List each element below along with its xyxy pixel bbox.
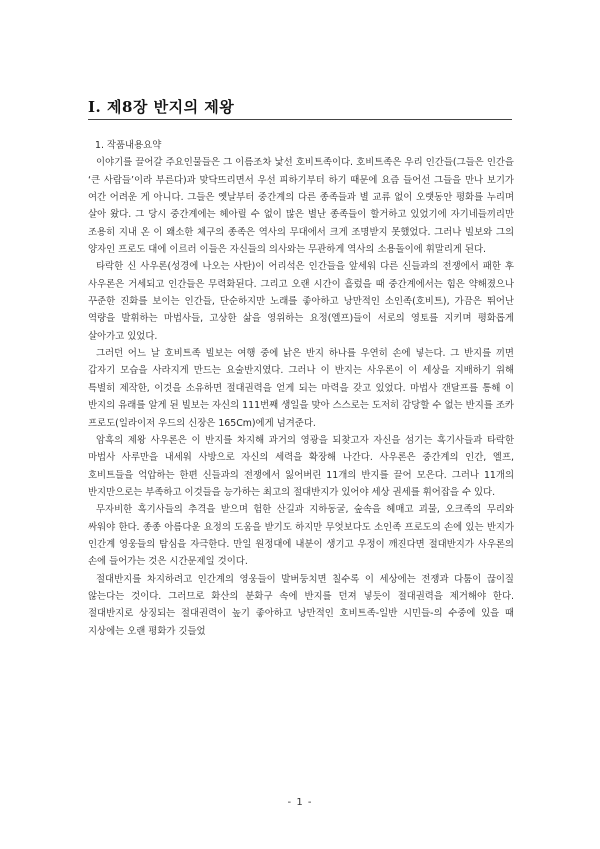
- paragraph: 암흑의 제왕 사우론은 이 반지를 차지해 과거의 영광을 되찾고자 자신을 섬기는 흑기사들과 타락한 마법사 사루만을 내세워 사방으로 자신의 세력을 확장해 나간다. 사우론은 중간계의 인간, 엘프, 호비트들을 억압하는 한편 신들과의 전쟁에서 잃어버린 11개의 반지를 끌어 모은다. 그러나 11개의 반지만으로는 부족하고 이것들을 능가하는 최고의 절대반지가 있어야 세상 권세를 휘어잡을 수 있다.: [88, 434, 514, 498]
- paragraph: 이야기를 끌어갈 주요인물들은 그 이름조차 낯선 호비트족이다. 호비트족은 우리 인간들(그들은 인간을 ‘큰 사람들’이라 부른다)과 맞닥뜨리면서 우선 피하기부터 하기 때문에 요즘 들어선 그들을 만나 보기가 여간 어려운 게 아니다. 그들은 옛날부터 중간계의 다른 종족들과 별 교류 없이 오랫동안 평화를 누리며 살아 왔다. 그 당시 중간계에는 헤아릴 수 없이 많은 별난 종족들이 할거하고 있었기에 자기네들끼리만 조용히 지내 온 이 왜소한 체구의 종족은 역사의 무대에서 크게 조명받지 못했었다. 그러나 빌보와 그의 양자인 프로도 대에 이르러 이들은 자신들의 의사와는 무관하게 역사의 소용돌이에 휘말리게 된다.: [88, 157, 514, 256]
- paragraph: 무자비한 흑기사들의 추격을 받으며 험한 산길과 지하동굴, 숲속을 헤매고 괴물, 오크족의 무리와 싸워야 한다. 종종 아름다운 요정의 도움을 받기도 하지만 무엇보다도 소인족 프로도의 손에 있는 반지가 인간계 영웅들의 탐심을 자극한다. 만일 원정대에 내분이 생기고 우정이 깨진다면 절대반지가 사우론의 손에 들어가는 것은 시간문제일 것이다.: [88, 504, 514, 568]
- paragraph: 절대반지를 차지하려고 인간계의 영웅들이 발버둥치면 칠수록 이 세상에는 전쟁과 다툼이 끊이질 않는다는 것이다. 그러므로 화산의 분화구 속에 반지를 던져 넣듯이 절대권력을 제거해야 한다. 절대반지로 상징되는 절대권력이 높기 좋아하고 낭만적인 호비트족-일반 시민들-의 수중에 있을 때 지상에는 오랜 평화가 깃들었: [88, 573, 514, 637]
- chapter-heading: Ⅰ. 제8장 반지의 제왕: [88, 98, 235, 116]
- paragraph: 타락한 신 사우론(성경에 나오는 사탄)이 어리석은 인간들을 앞세워 다른 신들과의 전쟁에서 패한 후 사우론은 거세되고 인간들은 무력화된다. 그리고 오랜 시간이 흘렀을 때 중간계에서는 힘은 약해졌으나 꾸준한 진화를 보이는 인간들, 단순하지만 노래를 좋아하고 낭만적인 소인족(호비트), 가끔은 뛰어난 역량을 발휘하는 마법사들, 고상한 삶을 영위하는 요정(엘프)들이 서로의 영토를 지키며 평화롭게 살아가고 있었다.: [88, 261, 514, 342]
- subsection-title: 1. 작품내용요약: [95, 140, 162, 151]
- heading-underline: [88, 119, 512, 120]
- page-number: - 1 -: [287, 797, 313, 808]
- paragraph: 그러던 어느 날 호비트족 빌보는 여행 중에 낡은 반지 하나를 우연히 손에 넣는다. 그 반지를 끼면 갑자기 모습을 사라지게 만드는 요술반지였다. 그러나 이 반지는 사우론이 이 세상을 지배하기 위해 특별히 제작한, 이것을 소유하면 절대권력을 얻게 되는 마력을 갖고 있었다. 마법사 갠달프를 통해 이 반지의 유래를 알게 된 빌보는 자신의 111번째 생일을 맞아 스스로는 도저히 감당할 수 없는 반지를 조카 프로도(일라이저 우드의 신장은 165Cm)에게 넘겨준다.: [88, 348, 514, 429]
- document-body: [88, 137, 514, 640]
